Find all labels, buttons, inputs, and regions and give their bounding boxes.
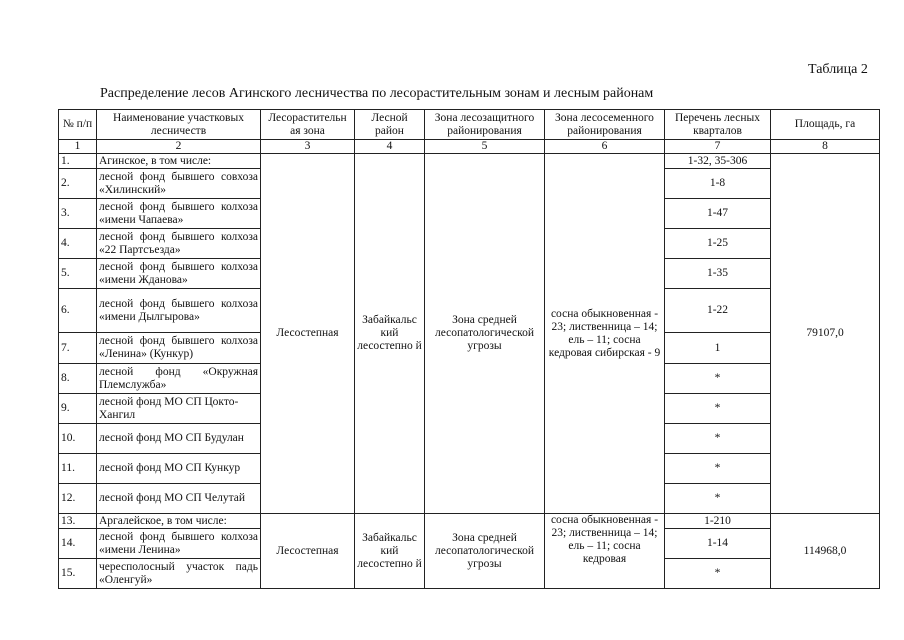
forest-distribution-table-wrapper [58, 109, 880, 589]
area-cell: 79107,0 [771, 154, 880, 514]
column-number: 8 [771, 140, 880, 154]
forestry-name: лесной фонд МО СП Кункур [97, 454, 261, 484]
row-number: 5. [59, 259, 97, 289]
header-area: Площадь, га [771, 110, 880, 140]
header-quarters: Перечень лесных кварталов [665, 110, 771, 140]
column-number: 5 [425, 140, 545, 154]
forest-distribution-table [58, 109, 880, 589]
quarters-cell: * [665, 484, 771, 514]
row-number: 10. [59, 424, 97, 454]
header-protection-zone: Зона лесозащитного районирования [425, 110, 545, 140]
header-forestry-name: Наименование участковых лесничеств [97, 110, 261, 140]
vegetation-zone-cell: Лесостепная [261, 154, 355, 514]
quarters-cell: 1-8 [665, 169, 771, 199]
header-seed-zone: Зона лесосеменного районирования [545, 110, 665, 140]
protection-zone-cell: Зона средней лесопатологической угрозы [425, 514, 545, 589]
quarters-cell: 1-32, 35-306 [665, 154, 771, 169]
table-number: Таблица 2 [808, 62, 868, 77]
row-number: 14. [59, 529, 97, 559]
document-title: Распределение лесов Агинского лесничества по лесорастительным зонам и лесным районам [100, 86, 654, 101]
row-number: 15. [59, 559, 97, 589]
header-row-number: № п/п [59, 110, 97, 140]
forestry-name: лесной фонд бывшего колхоза «имени Ленина» [97, 529, 261, 559]
forest-district-cell: Забайкальс кий лесостепно й [355, 514, 425, 589]
row-number: 3. [59, 199, 97, 229]
forestry-name: лесной фонд «Окружная Племслужба» [97, 364, 261, 394]
table-row [59, 514, 880, 529]
row-number: 6. [59, 289, 97, 333]
protection-zone-cell: Зона средней лесопатологической угрозы [425, 154, 545, 514]
forestry-name: чересполосный участок падь «Оленгуй» [97, 559, 261, 589]
forestry-name: лесной фонд МО СП Цокто-Хангил [97, 394, 261, 424]
seed-zone-cell: сосна обыкновенная - 23; лиственница – 14; ель – 11; сосна кедровая сибирская - 9 [545, 154, 665, 514]
quarters-cell: * [665, 559, 771, 589]
forestry-name: лесной фонд бывшего колхоза «Ленина» (Кункур) [97, 333, 261, 364]
header-row [59, 110, 880, 140]
area-cell: 114968,0 [771, 514, 880, 589]
forestry-name: лесной фонд бывшего колхоза «имени Чапаева» [97, 199, 261, 229]
quarters-cell: * [665, 364, 771, 394]
header-forest-district: Лесной район [355, 110, 425, 140]
quarters-cell: 1-35 [665, 259, 771, 289]
column-number: 1 [59, 140, 97, 154]
forestry-name: лесной фонд бывшего совхоза «Хилинский» [97, 169, 261, 199]
quarters-cell: 1-14 [665, 529, 771, 559]
quarters-cell: * [665, 454, 771, 484]
column-number: 6 [545, 140, 665, 154]
row-number: 13. [59, 514, 97, 529]
row-number: 1. [59, 154, 97, 169]
quarters-cell: 1-210 [665, 514, 771, 529]
forestry-name: лесной фонд бывшего колхоза «имени Жданова» [97, 259, 261, 289]
forestry-name: Агинское, в том числе: [97, 154, 261, 169]
row-number: 12. [59, 484, 97, 514]
quarters-cell: 1-22 [665, 289, 771, 333]
vegetation-zone-cell: Лесостепная [261, 514, 355, 589]
quarters-cell: 1-47 [665, 199, 771, 229]
forestry-name: лесной фонд МО СП Будулан [97, 424, 261, 454]
forestry-name: лесной фонд бывшего колхоза «22 Партсъезда» [97, 229, 261, 259]
row-number: 2. [59, 169, 97, 199]
column-number: 4 [355, 140, 425, 154]
table-row [59, 154, 880, 169]
row-number: 11. [59, 454, 97, 484]
column-number: 7 [665, 140, 771, 154]
row-number: 4. [59, 229, 97, 259]
quarters-cell: * [665, 424, 771, 454]
quarters-cell: * [665, 394, 771, 424]
column-number-row [59, 140, 880, 154]
row-number: 9. [59, 394, 97, 424]
header-vegetation-zone: Лесорастительн ая зона [261, 110, 355, 140]
column-number: 3 [261, 140, 355, 154]
forestry-name: лесной фонд бывшего колхоза «имени Дылгырова» [97, 289, 261, 333]
forestry-name: Аргалейское, в том числе: [97, 514, 261, 529]
seed-zone-cell: сосна обыкновенная - 23; лиственница – 14; ель – 11; сосна кедровая [545, 514, 665, 589]
column-number: 2 [97, 140, 261, 154]
quarters-cell: 1-25 [665, 229, 771, 259]
forestry-name: лесной фонд МО СП Челутай [97, 484, 261, 514]
row-number: 7. [59, 333, 97, 364]
quarters-cell: 1 [665, 333, 771, 364]
forest-district-cell: Забайкальс кий лесостепно й [355, 154, 425, 514]
row-number: 8. [59, 364, 97, 394]
